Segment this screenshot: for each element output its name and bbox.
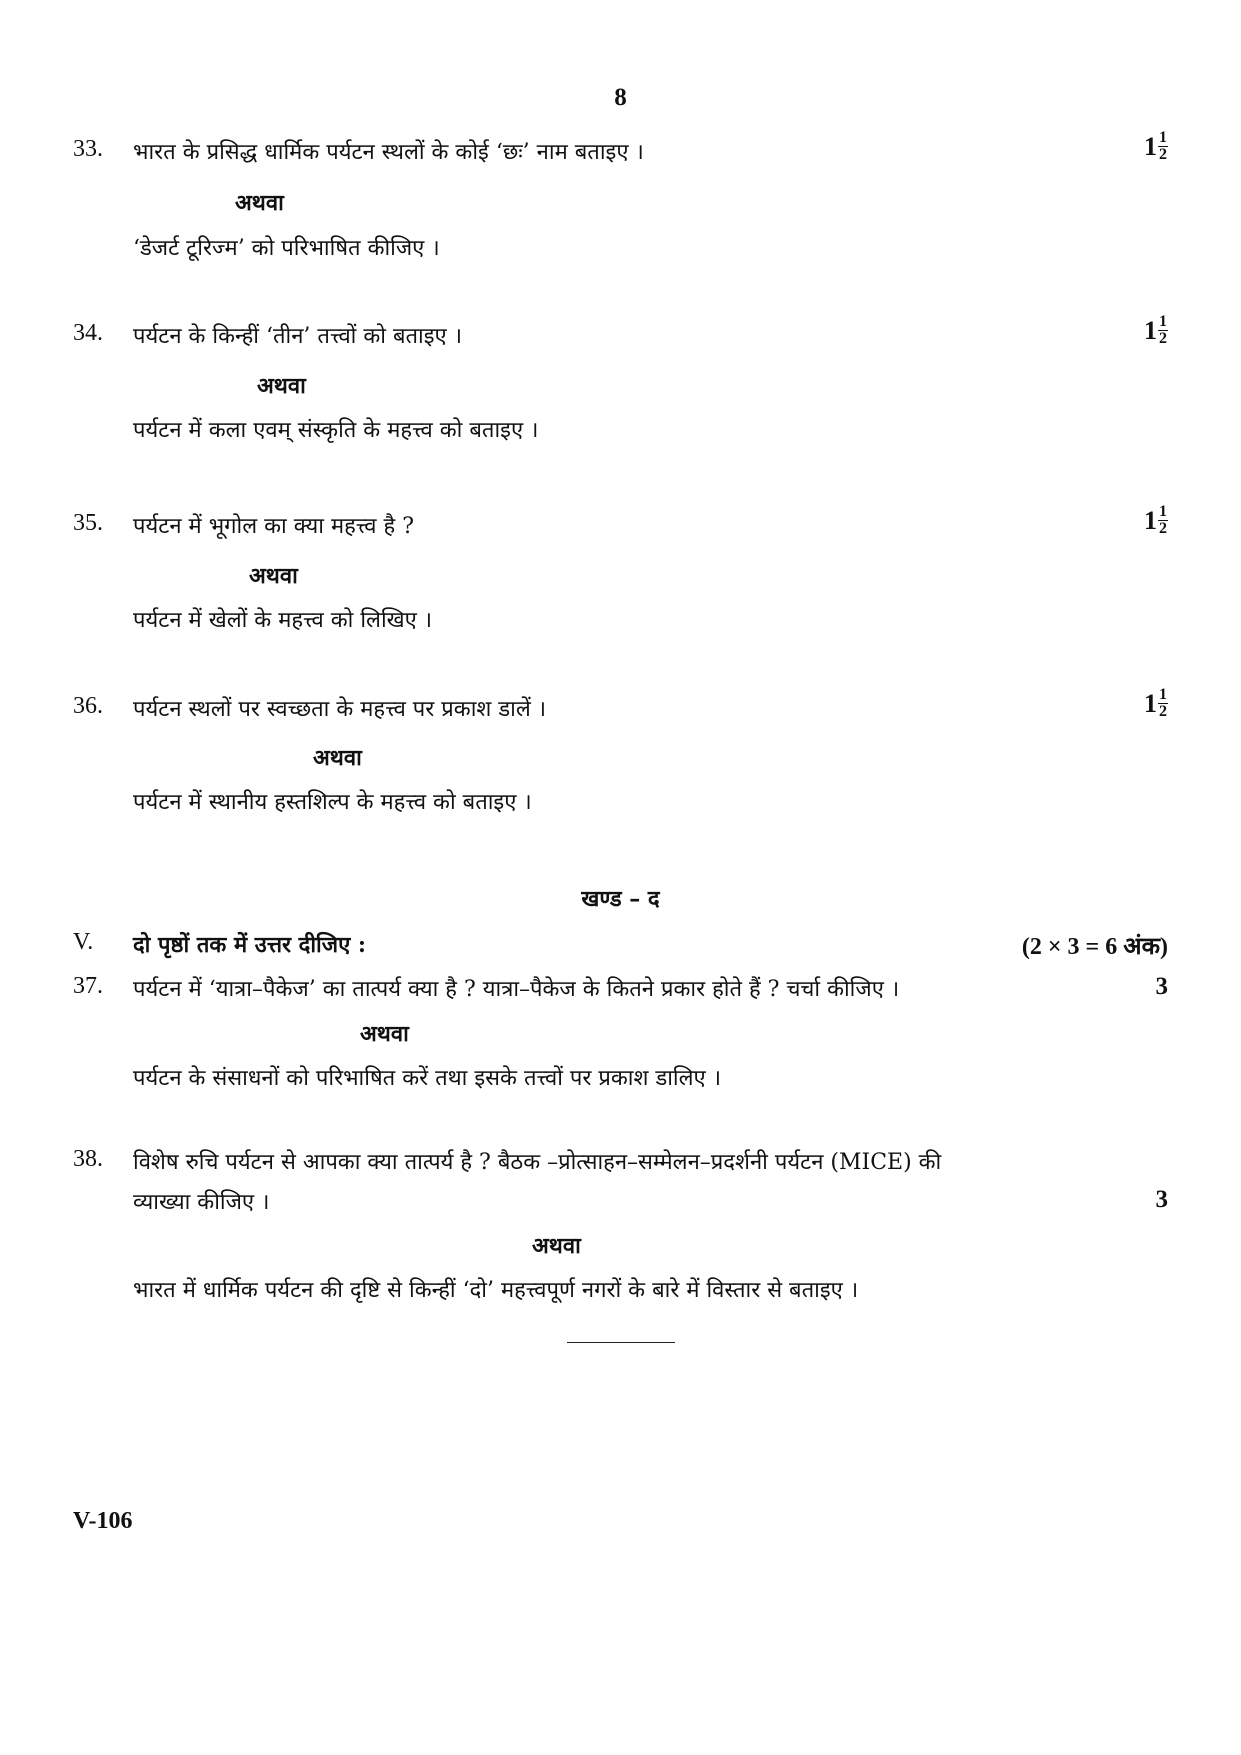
- section-roman-number: V.: [73, 929, 94, 955]
- or-label: अथवा: [235, 190, 284, 216]
- marks-denominator: 2: [1159, 703, 1167, 720]
- alternate-question-text: पर्यटन के संसाधनों को परिभाषित करें तथा इसके तत्त्वों पर प्रकाश डालिए ।: [133, 1066, 722, 1091]
- alternate-question-text: पर्यटन में खेलों के महत्त्व को लिखिए ।: [133, 608, 433, 633]
- or-label: अथवा: [532, 1233, 581, 1259]
- marks-numerator: 1: [1159, 686, 1167, 703]
- question-number: 33.: [73, 136, 103, 162]
- question-marks: 3: [1155, 1186, 1168, 1213]
- section-title: खण्ड – द: [581, 886, 660, 912]
- or-label: अथवा: [257, 373, 306, 399]
- question-text: भारत के प्रसिद्ध धार्मिक पर्यटन स्थलों के कोई ‘छः’ नाम बताइए ।: [133, 140, 644, 165]
- question-text: पर्यटन में भूगोल का क्या महत्त्व है ?: [133, 514, 414, 539]
- question-text-line-1: विशेष रुचि पर्यटन से आपका क्या तात्पर्य है ? बैठक –प्रोत्साहन–सम्मेलन–प्रदर्शनी पर्यटन (MICE) की: [133, 1150, 942, 1175]
- question-marks: [1144, 687, 1168, 720]
- marks-numerator: 1: [1159, 129, 1167, 146]
- marks-denominator: 2: [1159, 330, 1167, 347]
- marks-whole: 1: [1144, 505, 1157, 535]
- or-label: अथवा: [313, 745, 362, 771]
- question-text: पर्यटन में ‘यात्रा–पैकेज’ का तात्पर्य क्या है ? यात्रा–पैकेज के कितने प्रकार होते हैं ? चर्चा कीजिए ।: [133, 977, 900, 1002]
- question-marks: [1144, 314, 1168, 347]
- question-marks: [1144, 504, 1168, 537]
- section-marks: (2 × 3 = 6 अंक): [1021, 934, 1168, 960]
- or-label: अथवा: [249, 563, 298, 589]
- question-text: पर्यटन के किन्हीं ‘तीन’ तत्त्वों को बताइए ।: [133, 324, 463, 349]
- end-rule: [567, 1342, 675, 1343]
- alternate-question-text: पर्यटन में स्थानीय हस्तशिल्प के महत्त्व को बताइए ।: [133, 790, 532, 815]
- question-number: 35.: [73, 510, 103, 536]
- or-label: अथवा: [360, 1021, 409, 1047]
- question-marks: [1144, 130, 1168, 163]
- alternate-question-text: ‘डेजर्ट टूरिज्म’ को परिभाषित कीजिए ।: [133, 236, 440, 261]
- section-instruction: दो पृष्ठों तक में उत्तर दीजिए :: [133, 932, 367, 958]
- marks-numerator: 1: [1159, 503, 1167, 520]
- question-marks: 3: [1155, 973, 1168, 1000]
- question-text-line-2: व्याख्या कीजिए ।: [133, 1190, 270, 1215]
- marks-denominator: 2: [1159, 520, 1167, 537]
- marks-numerator: 1: [1159, 313, 1167, 330]
- question-number: 34.: [73, 320, 103, 346]
- page-number: 8: [614, 84, 627, 111]
- paper-code: V-106: [73, 1508, 133, 1534]
- question-number: 38.: [73, 1146, 103, 1172]
- marks-whole: 1: [1144, 315, 1157, 345]
- question-number: 37.: [73, 973, 103, 999]
- marks-denominator: 2: [1159, 146, 1167, 163]
- question-number: 36.: [73, 693, 103, 719]
- question-text: पर्यटन स्थलों पर स्वच्छता के महत्त्व पर प्रकाश डालें ।: [133, 697, 547, 722]
- marks-whole: 1: [1144, 688, 1157, 718]
- marks-whole: 1: [1144, 131, 1157, 161]
- alternate-question-text: पर्यटन में कला एवम् संस्कृति के महत्त्व को बताइए ।: [133, 418, 539, 443]
- alternate-question-text: भारत में धार्मिक पर्यटन की दृष्टि से किन्हीं ‘दो’ महत्त्वपूर्ण नगरों के बारे में विस्तार से बताइए ।: [133, 1278, 859, 1303]
